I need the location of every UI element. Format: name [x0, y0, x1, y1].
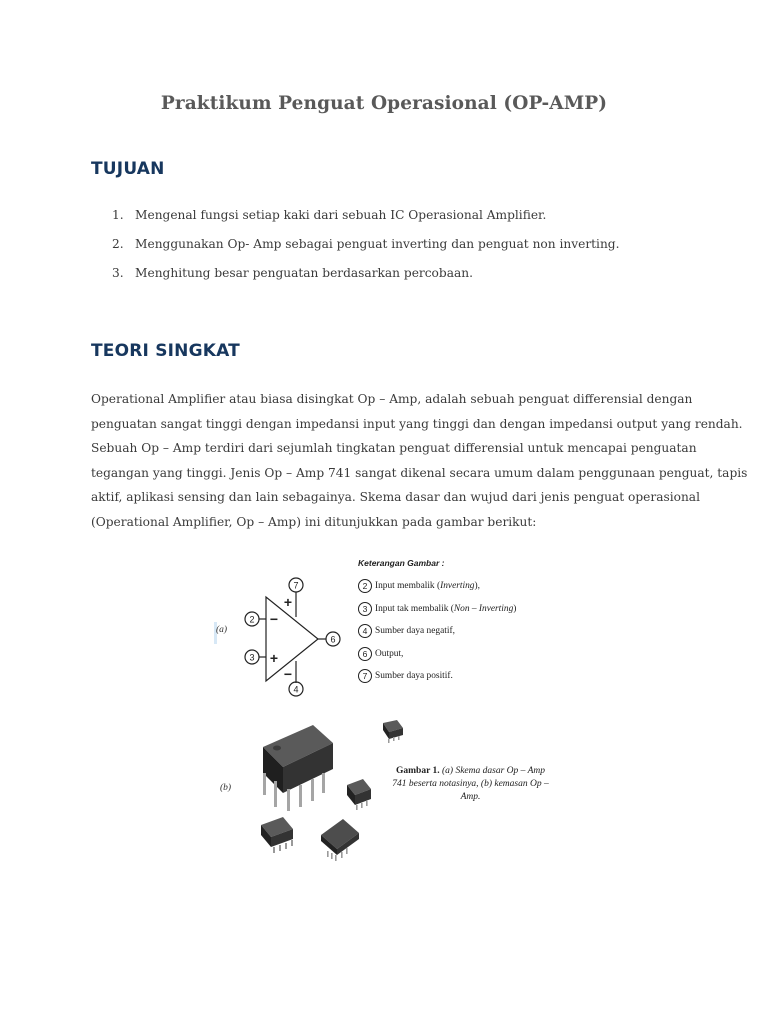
legend-row [358, 643, 558, 666]
list-number: 3. [112, 266, 124, 280]
list-item [112, 208, 692, 237]
figure-legend [358, 558, 558, 688]
paragraph-line: Sebuah Op – Amp terdiri dari sejumlah tingkatan penguat differensial untuk mencapai penguatan [91, 441, 697, 455]
paragraph-line: aktif, aplikasi sensing dan lain sebagainya. Skema dasar dan wujud dari jenis penguat operasional [91, 490, 700, 504]
caption-line: Amp. [460, 792, 481, 802]
pin-4-label: 4 [293, 684, 299, 695]
dip-package [263, 725, 333, 811]
msop-package [347, 779, 371, 810]
legend-row [358, 575, 558, 598]
section-heading-tujuan: TUJUAN [91, 159, 165, 179]
caption-line: (a) Skema dasar Op – Amp [439, 766, 545, 776]
soic-package [261, 817, 293, 853]
legend-pin-number: 2 [358, 579, 372, 593]
legend-row [358, 620, 558, 643]
document-title: Praktikum Penguat Operasional (OP-AMP) [160, 93, 608, 114]
caption-label: Gambar 1. [395, 766, 440, 776]
pin-3-label: 3 [249, 652, 255, 663]
objectives-list [112, 208, 692, 295]
positive-supply-sign: + [283, 594, 293, 610]
legend-text: Sumber daya negatif, [375, 626, 455, 637]
theory-paragraph [91, 387, 748, 534]
pin-2-label: 2 [249, 614, 255, 625]
legend-row [358, 598, 558, 621]
paragraph-line: (Operational Amplifier, Op – Amp) ini ditunjukkan pada gambar berikut: [91, 514, 537, 529]
inverting-sign: − [269, 611, 279, 627]
list-item [112, 237, 692, 266]
legend-text: Sumber daya positif. [375, 671, 453, 682]
paragraph-line: Operational Amplifier atau biasa disingkat Op – Amp, adalah sebuah penguat differensial dengan [91, 392, 693, 406]
list-text: Mengenal fungsi setiap kaki dari sebuah IC Operasional Amplifier. [135, 208, 547, 222]
paragraph-line: penguatan sangat tinggi dengan impedansi input yang tinggi dan dengan impedansi output yang rendah. [91, 416, 743, 431]
flat-package [321, 819, 359, 861]
list-number: 1. [112, 208, 124, 222]
legend-text: Output, [375, 648, 404, 659]
legend-text: Input tak membalik (Non – Inverting) [375, 603, 517, 614]
figure-caption [388, 765, 553, 804]
pin-7-label: 7 [293, 580, 299, 591]
list-text: Menggunakan Op- Amp sebagai penguat inverting dan penguat non inverting. [135, 237, 620, 251]
noninverting-sign: + [269, 650, 279, 666]
legend-pin-number: 4 [358, 624, 372, 638]
legend-title: Keterangan Gambar : [358, 558, 445, 568]
figure-label-a: (a) [216, 625, 228, 635]
legend-pin-number: 7 [358, 669, 372, 683]
ic-packages-image [255, 715, 405, 865]
legend-pin-number: 6 [358, 647, 372, 661]
list-number: 2. [112, 237, 124, 251]
legend-row [358, 665, 558, 688]
pin-6-label: 6 [330, 634, 336, 645]
list-text: Menghitung besar penguatan berdasarkan percobaan. [135, 266, 473, 280]
list-item [112, 266, 692, 295]
figure-label-b: (b) [220, 783, 232, 793]
negative-supply-sign: − [283, 666, 293, 682]
legend-text: Input membalik (Inverting), [375, 581, 480, 592]
opamp-figure [200, 550, 560, 870]
small-soic-package [383, 720, 403, 743]
legend-pin-number: 3 [358, 602, 372, 616]
section-heading-teori-singkat: TEORI SINGKAT [91, 341, 240, 361]
caption-line: 741 beserta notasinya, (b) kemasan Op – [392, 779, 549, 789]
paragraph-line: tegangan yang tinggi. Jenis Op – Amp 741 sangat dikenal secara umum dalam penggunaan penguat, tapis [91, 465, 748, 480]
